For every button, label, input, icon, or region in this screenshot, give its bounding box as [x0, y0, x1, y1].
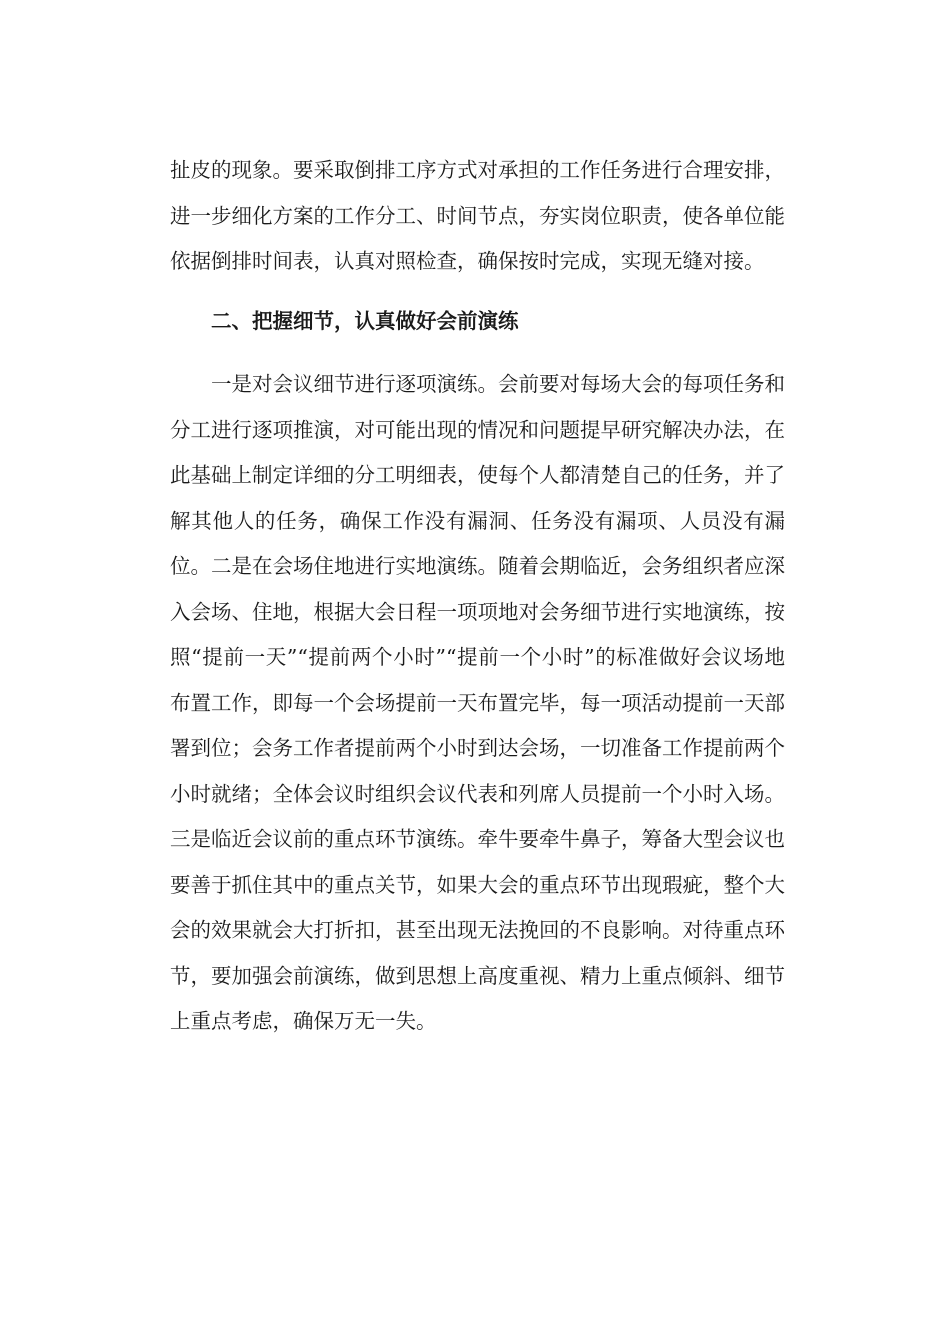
document-body: [170, 148, 785, 1045]
section-heading: 二、把握细节，认真做好会前演练: [211, 308, 519, 333]
paragraph-continuation: 扯皮的现象。要采取倒排工序方式对承担的工作任务进行合理安排，进一步细化方案的工作分工、时间节点，夯实岗位职责，使各单位能依据倒排时间表，认真对照检查，确保按时完成，实现无缝对接。: [170, 158, 785, 273]
paragraph-rehearsal: 一是对会议细节进行逐项演练。会前要对每场大会的每项任务和分工进行逐项推演，对可能出现的情况和问题提早研究解决办法，在此基础上制定详细的分工明细表，使每个人都清楚自己的任务，并了解其他人的任务，确保工作没有漏洞、任务没有漏项、人员没有漏位。二是在会场住地进行实地演练。随着会期临近，会务组织者应深入会场、住地，根据大会日程一项项地对会务细节进行实地演练，按照“提前一天”“提前两个小时”“提前一个小时”的标准做好会议场地布置工作，即每一个会场提前一天布置完毕，每一项活动提前一天部署到位；会务工作者提前两个小时到达会场，一切准备工作提前两个小时就绪；全体会议时组织会议代表和列席人员提前一个小时入场。三是临近会议前的重点环节演练。牵牛要牵牛鼻子，筹备大型会议也要善于抓住其中的重点关节，如果大会的重点环节出现瑕疵，整个大会的效果就会大打折扣，甚至出现无法挽回的不良影响。对待重点环节，要加强会前演练，做到思想上高度重视、精力上重点倾斜、细节上重点考虑，确保万无一失。: [170, 372, 785, 1033]
